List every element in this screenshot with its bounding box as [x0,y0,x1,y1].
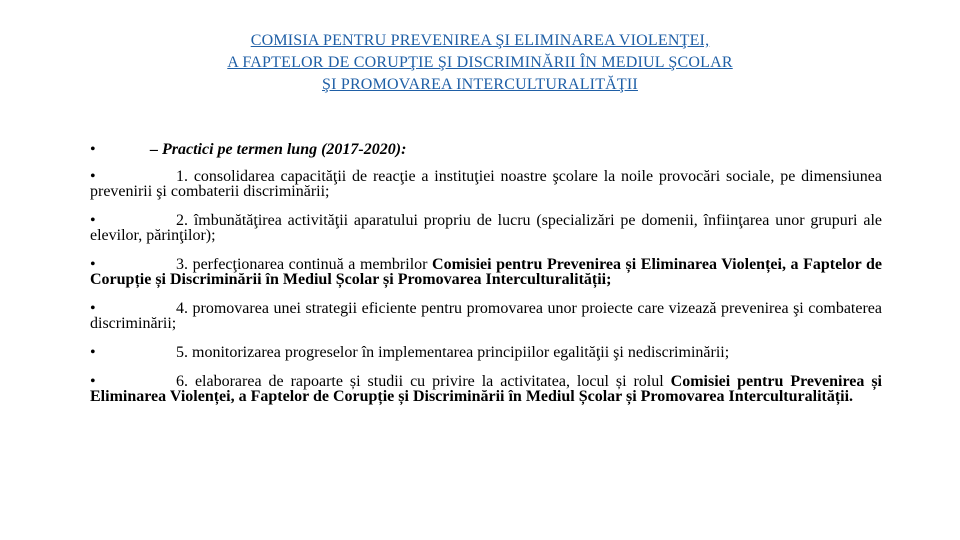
list-item-bold-text: Comisiei pentru Prevenirea și Eliminarea Violenței, a Faptelor de Corupție și Discriminării în Mediul Școlar și Promovarea Interculturalității; [90,256,883,288]
bullet-icon: • [90,344,96,361]
list-item-text: 6. elaborarea de rapoarte și studii cu privire la activitatea, locul și rolul [176,373,671,390]
list-item-3 [90,257,882,287]
list-item-text: 4. promovarea unei strategii eficiente pentru promovarea unor proiecte care vizează prevenirea şi combaterea discriminării; [90,300,882,332]
list-item-6 [90,374,882,404]
bullet-icon: • [90,141,96,158]
list-item-text: 2. îmbunătăţirea activităţii aparatului propriu de lucru (specializări pe domenii, înfiinţarea unor grupuri ale elevilor, părinţilor); [90,212,882,244]
title-line-3: ŞI PROMOVAREA INTERCULTURALITĂŢII [322,76,638,93]
heading-text: – Practici pe termen lung (2017-2020): [150,141,407,158]
bullet-list [90,142,882,418]
title-line-1: COMISIA PENTRU PREVENIREA ŞI ELIMINAREA VIOLENŢEI, [250,32,710,49]
title-line-2: A FAPTELOR DE CORUPŢIE ŞI DISCRIMINĂRII ÎN MEDIUL ŞCOLAR [227,54,733,71]
document-title [100,30,860,96]
list-item-2 [90,213,882,243]
list-item-5 [90,345,882,360]
list-heading [90,142,882,157]
list-item-text: 3. perfecţionarea continuă a membrilor [176,256,433,273]
bullet-icon: • [90,212,96,229]
bullet-icon: • [90,300,96,317]
list-item-1 [90,169,882,199]
list-item-text: 5. monitorizarea progreselor în implementarea principiilor egalităţii şi nediscriminării; [176,344,730,361]
bullet-icon: • [90,373,96,390]
list-item-text: 1. consolidarea capacităţii de reacţie a instituţiei noastre şcolare la noile provocări sociale, pe dimensiunea prevenirii şi combaterii discriminării; [90,168,882,200]
list-item-4 [90,301,882,331]
bullet-icon: • [90,256,96,273]
bullet-icon: • [90,168,96,185]
list-item-bold-text: Comisiei pentru Prevenirea și Eliminarea Violenței, a Faptelor de Corupție și Discriminării în Mediul Școlar și Promovarea Interculturalității. [90,373,883,405]
